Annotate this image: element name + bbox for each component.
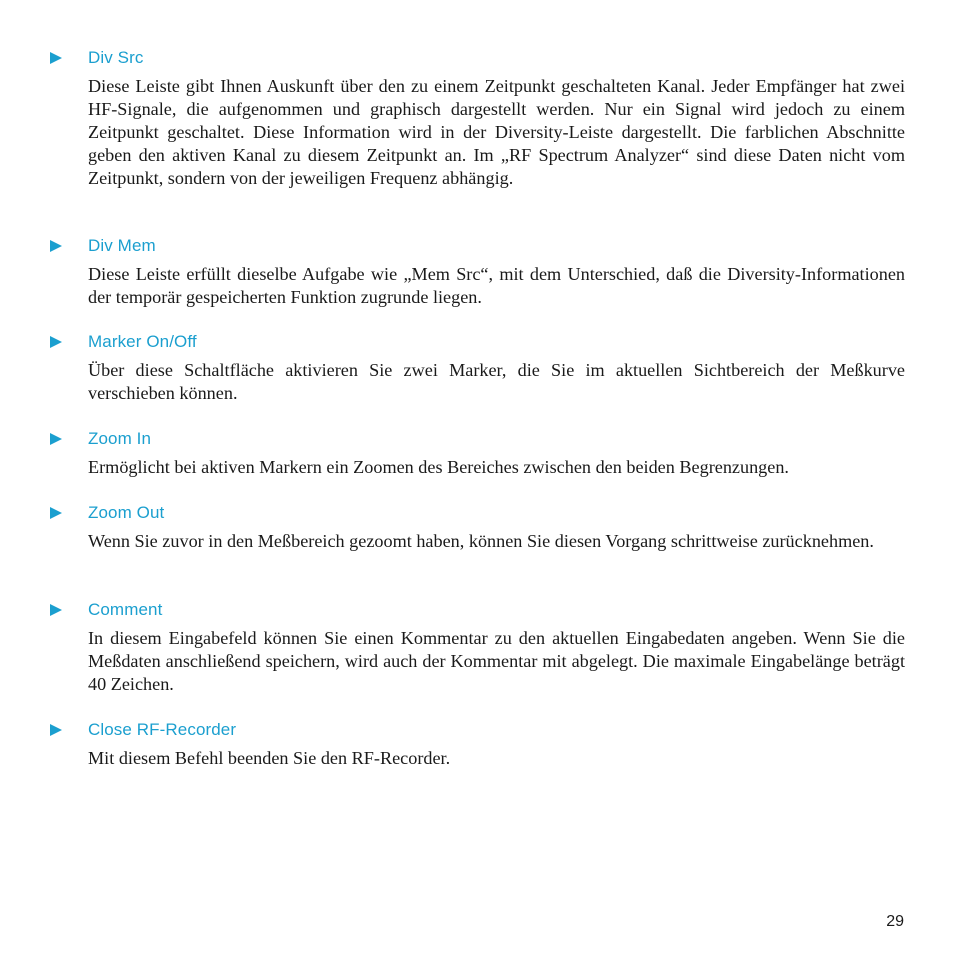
page-number: 29 — [886, 913, 904, 930]
section-text: Mit diesem Befehl beenden Sie den RF-Recorder. — [88, 748, 451, 768]
section-heading — [50, 331, 906, 353]
triangle-right-icon — [50, 724, 62, 736]
triangle-right-icon — [50, 507, 62, 519]
heading-label: Marker On/Off — [88, 332, 197, 351]
heading-label: Comment — [88, 600, 163, 619]
section-heading — [50, 47, 906, 69]
heading-label: Div Mem — [88, 236, 156, 255]
heading-label: Zoom In — [88, 429, 152, 448]
section-text: Diese Leiste erfüllt dieselbe Aufgabe wie „Mem Src“, mit dem Unterschied, daß die Diversity-Informationen der temporär gespeicherten Funktion zugrunde liegen. — [88, 264, 905, 307]
triangle-right-icon — [50, 240, 62, 252]
section-div-src — [50, 47, 906, 190]
section-heading — [50, 599, 906, 621]
section-comment — [50, 599, 906, 696]
section-marker-on-off — [50, 331, 906, 405]
heading-label: Close RF-Recorder — [88, 720, 237, 739]
heading-label: Zoom Out — [88, 503, 165, 522]
section-zoom-in — [50, 428, 906, 479]
section-heading — [50, 719, 906, 741]
section-text: In diesem Eingabefeld können Sie einen Kommentar zu den aktuellen Eingabedaten angeben. Wenn Sie die Meßdaten anschließend speichern, wird auch der Kommentar mit abgelegt. Die maximale Eingabelänge beträgt 40 Zeichen. — [88, 628, 905, 694]
section-text: Über diese Schaltfläche aktivieren Sie zwei Marker, die Sie im aktuellen Sichtbereich der Meßkurve verschieben können. — [88, 360, 905, 403]
section-div-mem — [50, 235, 906, 309]
section-text: Ermöglicht bei aktiven Markern ein Zoomen des Bereiches zwischen den beiden Begrenzungen. — [88, 457, 789, 477]
triangle-right-icon — [50, 336, 62, 348]
section-heading — [50, 502, 906, 524]
section-zoom-out — [50, 502, 906, 553]
triangle-right-icon — [50, 604, 62, 616]
section-heading — [50, 428, 906, 450]
heading-label: Div Src — [88, 48, 144, 67]
triangle-right-icon — [50, 433, 62, 445]
section-text: Diese Leiste gibt Ihnen Auskunft über den zu einem Zeitpunkt geschalteten Kanal. Jeder Empfänger hat zwei HF-Signale, die aufgenommen und graphisch dargestellt werden. Nur ein Signal wird jedoch zu einem Zeitpunkt geschaltet. Diese Information wird in der Diversity-Leiste dargestellt. Die farblichen Abschnitte geben den aktiven Kanal zu diesem Zeitpunkt an. Im „RF Spectrum Analyzer“ sind diese Daten nicht vom Zeitpunkt, sondern von der jeweiligen Frequenz abhängig. — [88, 76, 905, 188]
triangle-right-icon — [50, 52, 62, 64]
section-text: Wenn Sie zuvor in den Meßbereich gezoomt haben, können Sie diesen Vorgang schrittweise zurücknehmen. — [88, 531, 874, 551]
section-heading — [50, 235, 906, 257]
section-close-rf-recorder — [50, 719, 906, 770]
